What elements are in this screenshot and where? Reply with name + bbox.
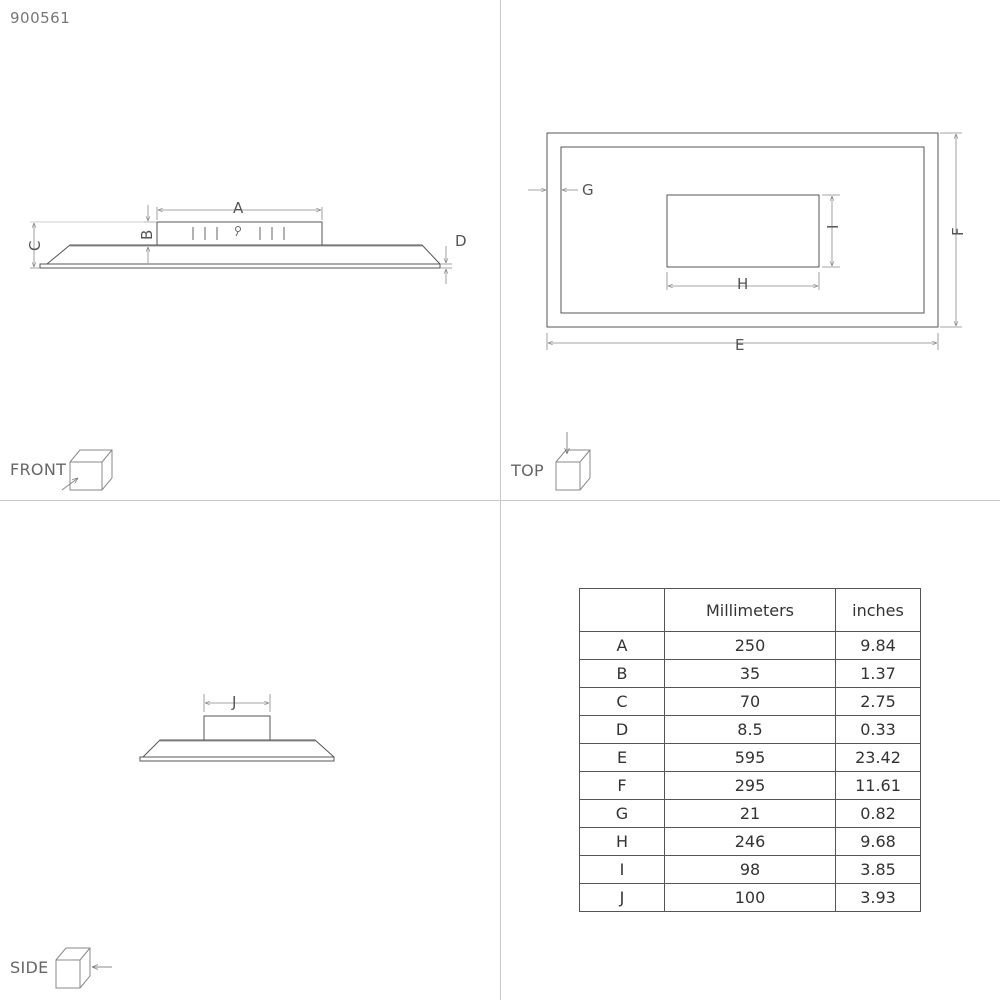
dim-label-j: J [232, 693, 237, 711]
millimeters-cell: 35 [665, 660, 836, 688]
side-view-drawing [140, 716, 334, 761]
side-view-label: SIDE [10, 958, 49, 977]
top-view-cube-icon [556, 432, 590, 490]
table-row [580, 688, 921, 716]
top-dimensions [528, 133, 962, 350]
inches-cell: 3.93 [836, 884, 921, 912]
table-row [580, 744, 921, 772]
side-dimensions [204, 694, 270, 712]
millimeters-cell: 250 [665, 632, 836, 660]
millimeters-cell: 100 [665, 884, 836, 912]
millimeters-cell: 21 [665, 800, 836, 828]
front-driver-box [157, 222, 322, 245]
product-id: 900561 [10, 9, 71, 27]
inches-cell: 23.42 [836, 744, 921, 772]
side-driver-box [204, 716, 270, 740]
table-header-inches: inches [836, 589, 921, 632]
table-row [580, 884, 921, 912]
inches-cell: 0.33 [836, 716, 921, 744]
table-header-cell [580, 589, 665, 632]
dim-label-a: A [233, 199, 244, 217]
inches-cell: 2.75 [836, 688, 921, 716]
dimension-key-cell: I [580, 856, 665, 884]
millimeters-cell: 8.5 [665, 716, 836, 744]
top-view-drawing [547, 133, 938, 327]
dim-label-d: D [455, 232, 467, 250]
table-row [580, 856, 921, 884]
table-row [580, 800, 921, 828]
millimeters-cell: 246 [665, 828, 836, 856]
inches-cell: 0.82 [836, 800, 921, 828]
side-view-cube-icon [56, 948, 112, 988]
front-view-drawing [40, 222, 440, 268]
inches-cell: 9.84 [836, 632, 921, 660]
dim-label-f: F [949, 227, 967, 236]
dimension-key-cell: C [580, 688, 665, 716]
dimension-key-cell: E [580, 744, 665, 772]
inches-cell: 1.37 [836, 660, 921, 688]
table-row [580, 772, 921, 800]
dim-label-c: C [26, 240, 44, 251]
front-panel-bevel [47, 245, 440, 264]
front-panel-plate [40, 264, 440, 268]
table-row [580, 632, 921, 660]
dimension-key-cell: B [580, 660, 665, 688]
dim-label-h: H [737, 275, 749, 293]
front-view-label: FRONT [10, 460, 67, 479]
table-row [580, 828, 921, 856]
dimension-key-cell: D [580, 716, 665, 744]
dimension-key-cell: G [580, 800, 665, 828]
side-panel-bevel [143, 740, 334, 757]
top-panel-outer [547, 133, 938, 327]
dimension-key-cell: J [580, 884, 665, 912]
inches-cell: 11.61 [836, 772, 921, 800]
side-panel-plate [140, 757, 334, 761]
inches-cell: 3.85 [836, 856, 921, 884]
inches-cell: 9.68 [836, 828, 921, 856]
millimeters-cell: 98 [665, 856, 836, 884]
dim-label-i: I [824, 224, 842, 229]
millimeters-cell: 70 [665, 688, 836, 716]
millimeters-cell: 295 [665, 772, 836, 800]
dimension-key-cell: F [580, 772, 665, 800]
table-row [580, 660, 921, 688]
dimension-key-cell: A [580, 632, 665, 660]
table-row [580, 716, 921, 744]
top-view-label: TOP [511, 461, 544, 480]
dim-label-g: G [582, 181, 594, 199]
dimensions-table [579, 588, 921, 912]
dim-label-e: E [735, 336, 745, 354]
front-view-cube-icon [62, 450, 112, 490]
dimension-key-cell: H [580, 828, 665, 856]
top-driver-box [667, 195, 819, 267]
table-header-row [580, 589, 921, 632]
millimeters-cell: 595 [665, 744, 836, 772]
dim-label-b: B [138, 229, 156, 240]
table-header-millimeters: Millimeters [665, 589, 836, 632]
